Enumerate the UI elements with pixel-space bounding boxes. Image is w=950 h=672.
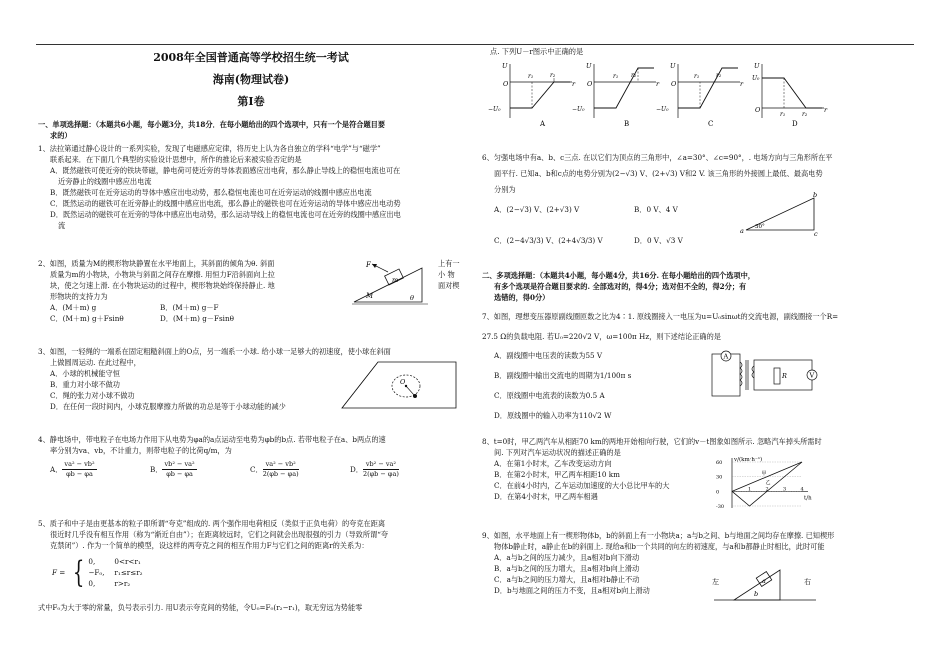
q3-option-a: A．小球的机械能守恒 — [50, 369, 120, 378]
q2-stem-3: 块，使之匀速上滑. 在小物块运动的过程中，楔形物块始终保持静止. 地 — [50, 281, 275, 290]
q2-option-d: D．(M＋m) g－Fsinθ — [160, 314, 234, 323]
label-a: a — [762, 577, 766, 585]
q8-option-b: B．在第2小时末，甲乙两车相距10 km — [494, 470, 620, 479]
graph-b-r: r — [656, 80, 660, 88]
resistor — [774, 368, 780, 384]
q1-stem-cont: 联系起来．在下面几个典型的实验设计思想中，所作的推论后来被实验否定的是 — [50, 155, 302, 164]
q8-stem-2: 间. 下列对汽车运动状况的描述正确的是 — [494, 448, 621, 457]
q5-tail: 式中F₀为大于零的常量，负号表示引力. 用U表示夸克间的势能，令U₀=F₀(r₂−r₁)，取无穷远为势能零 — [38, 603, 363, 612]
q4-option-a: A． va² − vb² φb − φa — [50, 460, 95, 478]
graph-b-U: U — [586, 62, 592, 70]
label-O: O — [400, 378, 406, 386]
voltmeter-label: V — [809, 371, 815, 380]
question-5 — [38, 518, 470, 551]
vt-ytick-0: 60 — [716, 460, 723, 466]
q8-option-d: D．在第4小时末，甲乙两车相遇 — [494, 492, 598, 501]
q8-option-a: A．在第1小时末，乙车改变运动方向 — [494, 459, 612, 468]
graph-C — [656, 62, 744, 128]
incline-edge — [342, 362, 378, 408]
graph-b-U0: −U₀ — [572, 106, 585, 113]
question-4 — [38, 434, 464, 456]
graph-b-O: O — [587, 80, 593, 88]
q7-stem-2: 27.5 Ω的负载电阻. 若U₀=220√2 V，ω=100π Hz，则下述结论正确的是 — [482, 332, 721, 341]
vt-series-label-1: 乙 — [765, 480, 771, 487]
question-7 — [482, 307, 912, 347]
q4-options — [50, 460, 450, 479]
vt-ytick-1: 30 — [716, 474, 723, 481]
q2-stem-4: 形物块的支持力为 — [50, 292, 108, 301]
q9-option-b: B．a与b之间的压力增大，且a相对b向上滑动 — [494, 564, 640, 573]
q7-transformer-figure — [704, 348, 824, 404]
section1-heading-cont: 求的） — [50, 131, 72, 140]
label-M: M — [366, 292, 374, 300]
section2-heading-3: 选错的，得0分） — [494, 293, 550, 302]
q1-option-a: A．既然磁铁可使近旁的铁块带磁，静电荷可使近旁的导体表面感应出电荷，那么静止导线上的稳恒电流也可在 — [50, 166, 401, 175]
graph-c-O: O — [671, 80, 677, 88]
q2-side-2: 小 物 — [438, 270, 455, 279]
q1-stem: 1、法拉第通过静心设计的一系列实验，发现了电磁感应定律，将历史上认为各自独立的学科“电学”与“磁学” — [38, 144, 381, 153]
graph-D — [752, 62, 828, 128]
tri-c: c — [814, 230, 818, 238]
q3-stem: 3、如图，一轻绳的一端系在固定粗糙斜面上的O点，另一端系一小球. 给小球一足够大的初速度，使小球在斜面 — [38, 347, 391, 356]
q1-option-c: C．既然运动的磁铁可在近旁静止的线圈中感应出电流，那么静止的磁铁也可在近旁运动的导体中感应出电动势 — [50, 199, 401, 208]
vt-xtick-1: 2 — [765, 486, 769, 493]
q8-stem: 8、t=0时，甲乙两汽车从相距70 km的两地开始相向行驶，它们的v－t图象如图所示. 忽略汽车掉头所需时 — [482, 437, 822, 446]
vt-series-label-0: 甲 — [761, 471, 767, 478]
q6-option-d: D．0 V、√3 V — [634, 236, 683, 245]
tri-b: b — [813, 192, 818, 199]
graph-a-r1: r₁ — [528, 73, 534, 80]
q6-option-b: B．0 V、4 V — [634, 205, 678, 214]
question-1 — [38, 143, 464, 231]
vt-xtick-3: 4 — [800, 486, 804, 493]
q9-wedge-figure — [710, 556, 820, 606]
top-rule — [36, 44, 914, 45]
graph-a-r2: r₂ — [550, 72, 556, 79]
q2-stem: 2、如图，质量为M的楔形物块静置在水平地面上，其斜面的倾角为θ. 斜面 — [38, 259, 275, 268]
section1-heading: 一、单项选择题：（本题共6小题，每小题3分，共18分．在每小题给出的四个选项中，只有一个是符合题目要 — [38, 120, 386, 129]
q4-option-d: D． vb² − va² 2(φb − φa) — [350, 460, 399, 478]
ball — [413, 394, 417, 398]
q6-triangle-figure — [740, 192, 820, 238]
graph-a-U0: −U₀ — [488, 106, 501, 113]
q2-wedge-figure — [348, 258, 432, 308]
label-b: b — [754, 590, 759, 598]
q3-option-c: C．绳的张力对小球不做功 — [50, 391, 135, 400]
question-8 — [482, 436, 912, 502]
vt-xtick-2: 3 — [783, 486, 787, 493]
exam-title: 2008年全国普通高等学校招生统一考试 — [153, 51, 349, 64]
q2-option-b: B．(M＋m) g－F — [160, 303, 219, 312]
question-2 — [38, 258, 358, 324]
section2-heading: 二、多项选择题：（本题共4小题，每小题4分，共16分. 在每小题给出的四个选项中， — [482, 271, 755, 280]
q9-option-c: C．a与b之间的压力增大，且a相对b静止不动 — [494, 575, 640, 584]
graph-c-r2: r₂ — [716, 72, 722, 79]
q5-continued: 点. 下列U－r图示中正确的是 — [490, 47, 584, 56]
q8-option-c: C．在前4小时内，乙车运动加速度的大小总比甲车的大 — [494, 481, 670, 490]
q4-stem-cont: 率分别为va、vb，不计重力，则带电粒子的比荷q/m，为 — [50, 446, 232, 455]
q6-options-row2 — [494, 235, 734, 246]
q7-option-b: B．副线圈中输出交流电的周期为1/100π s — [494, 371, 632, 380]
graph-b-r1: r₁ — [613, 73, 619, 80]
q5-graphs — [482, 58, 912, 128]
q7-stem: 7、如图，理想变压器原副线圈匝数之比为4∶1. 原线圈接入一电压为u=U₀sinωt的交流电源，副线圈接一个R= — [482, 312, 839, 321]
q3-option-b: B．重力对小球不做功 — [50, 380, 120, 389]
q6-stem-2: 面平行. 已知a、b和c点的电势分别为(2−√3) V、(2+√3) V和2 V. 该三角形的外接圆上最低、最高电势 — [494, 169, 823, 178]
graph-c-r: r — [740, 80, 744, 88]
graph-d-r: r — [824, 106, 828, 114]
q7-option-c: C．原线圈中电流表的读数为0.5 A — [494, 391, 605, 400]
graph-d-U: U — [754, 62, 760, 70]
q5-stem-2: 很近时几乎没有相互作用（称为“渐近自由”）；在距离较远时，它们之间就会出现很强的引力（导致所谓“夸 — [50, 530, 389, 539]
graph-c-U: U — [670, 62, 676, 70]
graph-d-r2: r₂ — [802, 111, 808, 118]
graph-c-label: C — [708, 120, 714, 128]
graph-d-r1: r₁ — [780, 111, 786, 118]
q3-stem-cont: 上做圆周运动. 在此过程中， — [50, 358, 141, 367]
graph-c-r1: r₁ — [694, 73, 700, 80]
label-left: 左 — [712, 578, 719, 586]
q6-options-row1 — [494, 204, 734, 215]
q4-option-b: B． vb² − va² φb − φa — [150, 460, 195, 478]
q3-incline-figure — [338, 358, 460, 412]
q8-vt-chart — [714, 456, 814, 512]
q7-options — [494, 346, 704, 426]
q5-stem-3: 克禁闭”）. 作为一个简单的模型，设这样的两夸克之间的相互作用力F与它们之间的距离r的关系为： — [50, 541, 369, 550]
graph-A — [488, 62, 576, 128]
resistor-label: R — [782, 372, 787, 380]
ammeter-label: A — [723, 352, 729, 361]
label-theta: θ — [410, 294, 414, 302]
q9-stem-2: 物体b静止时，a静止在b的斜面上. 现给a和b一个共同的向左的初速度，与a和b都静止时相比，此时可能 — [494, 542, 825, 551]
q1-option-a-cont: 近旁静止的线圈中感应出电流 — [58, 177, 152, 186]
q6-stem: 6、匀强电场中有a、b、c三点. 在以它们为顶点的三角形中，∠a=30°、∠c=90°，. 电场方向与三角形所在平 — [482, 153, 833, 162]
question-6 — [482, 150, 912, 198]
vt-ytick-2: 0 — [716, 489, 720, 496]
q9-option-d: D．b与地面之间的压力不变，且a相对b向上滑动 — [494, 586, 650, 595]
q2-side-1: 上有一 — [438, 259, 460, 268]
graph-a-label: A — [540, 120, 546, 128]
vt-ytick-3: -30 — [716, 504, 725, 510]
vt-x-label: t/h — [804, 495, 812, 502]
graph-a-O: O — [503, 80, 509, 88]
q6-stem-3: 分别为 — [494, 185, 516, 194]
q7-option-a: A．副线圈中电压表的读数为55 V — [494, 351, 603, 360]
graph-B — [572, 62, 660, 128]
graph-b-r2: r₂ — [631, 72, 637, 79]
q9-option-a: A．a与b之间的压力减少，且a相对b向下滑动 — [494, 553, 640, 562]
q2-side-3: 面对楔 — [438, 281, 460, 290]
graph-c-U0: −U₀ — [656, 106, 669, 113]
q9-stem: 9、如图，水平地面上有一楔形物体b，b的斜面上有一小物块a；a与b之间、b与地面之间均存在摩擦. 已知楔形 — [482, 531, 835, 540]
q5-stem: 5、质子和中子是由更基本的粒子即所谓“夸克”组成的. 两个强作用电荷相反（类似于正负电荷）的夸克在距离 — [38, 519, 386, 528]
graph-d-U0: U₀ — [752, 75, 760, 82]
label-m: m — [392, 276, 399, 284]
graph-a-r: r — [572, 80, 576, 88]
q6-option-c: C．(2−4√3/3) V、(2+4√3/3) V — [494, 236, 603, 245]
incline-plane — [342, 362, 456, 408]
q1-option-d: D．既然运动的磁铁可在近旁的导体中感应出电动势，那么运动导线上的稳恒电流也可在近旁的线圈中感应出电 — [50, 210, 401, 219]
exam-subtitle: 海南(物理试卷) — [212, 73, 290, 86]
tri-a: a — [740, 227, 744, 235]
graph-b-label: B — [624, 120, 630, 128]
q1-option-b: B．既然磁铁可在近旁运动的导体中感应出电动势，那么稳恒电流也可在近旁运动的线圈中感应出电流 — [50, 188, 372, 197]
graph-a-U: U — [502, 62, 508, 70]
question-9 — [482, 530, 912, 596]
q4-stem: 4、静电场中，带电粒子在电场力作用下从电势为φa的a点运动至电势为φb的b点. 若带电粒子在a、b两点的速 — [38, 435, 386, 444]
q5-piecewise: F = { 0, 0<r<r₁ −F₀, r₁≤r≤r₂ 0, r>r₂ — [52, 554, 143, 590]
graph-d-O: O — [755, 106, 761, 114]
section2-heading-2: 有多个选项是符合题目要求的. 全部选对的，得4分；选对但不全的，得2分；有 — [494, 282, 747, 291]
q7-option-d: D．原线圈中的输入功率为110√2 W — [494, 411, 612, 420]
volume-label: 第Ⅰ卷 — [237, 95, 265, 108]
vt-xtick-0: 1 — [748, 486, 752, 493]
rope — [406, 386, 414, 395]
q6-option-a: A．(2−√3) V、(2+√3) V — [494, 205, 580, 214]
label-right: 右 — [804, 578, 811, 586]
q1-option-d-cont: 流 — [58, 221, 66, 230]
q2-stem-2: 质量为m的小物块，小物块与斜面之间存在摩擦. 用恒力F沿斜面向上拉 — [50, 270, 275, 279]
q3-option-d: D．在任何一段时间内，小球克服摩擦力所做的功总是等于小球动能的减少 — [50, 402, 286, 411]
q4-option-c: C． va² − vb² 2(φb − φa) — [250, 460, 299, 478]
q2-option-a: A．(M＋m) g — [50, 303, 97, 312]
q2-option-c: C．(M＋m) g＋Fsinθ — [50, 314, 124, 323]
tri-angle: 30° — [755, 224, 765, 230]
label-F: F — [366, 261, 371, 269]
graph-d-label: D — [792, 120, 798, 128]
vt-y-label: v/(km·h⁻¹) — [734, 457, 763, 463]
